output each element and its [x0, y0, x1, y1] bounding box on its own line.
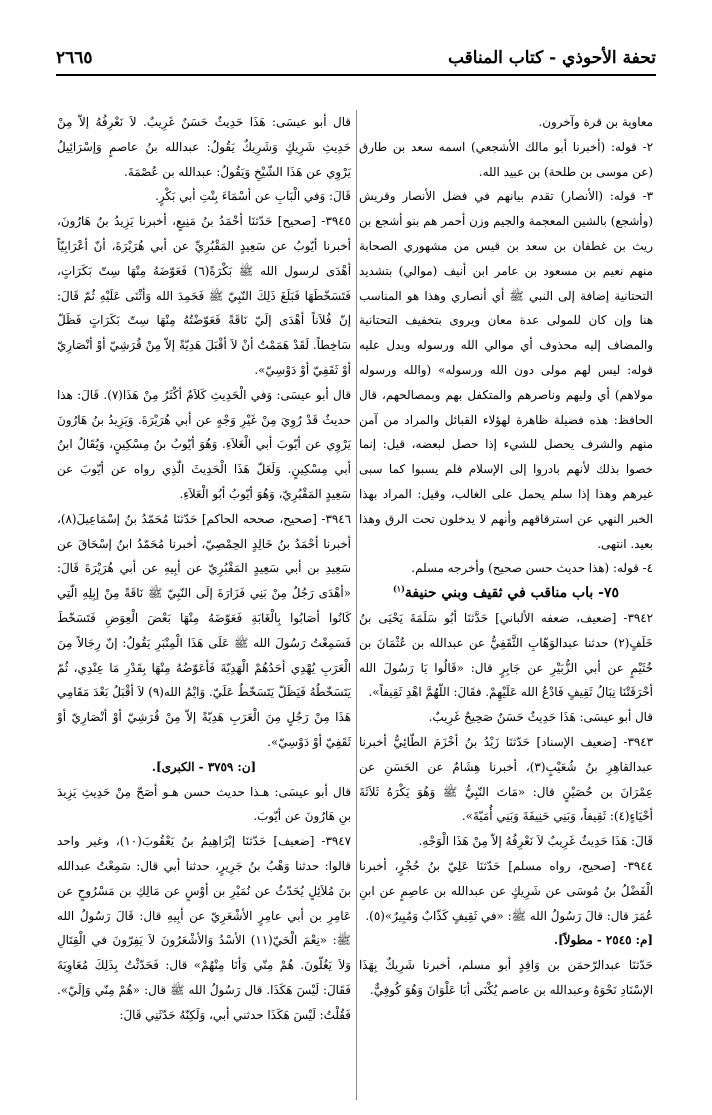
- paragraph: ٣- قوله: (الأنصار) تقدم بيانهم في فضل الأنصار وقريش (وأشجع) بالشين المعجمة والجيم وزن أحمر هم بنو أشجع بن ريث بن غطفان بن سعد بن قيس من مشهوري الصحابة منهم نعيم بن مسعود بن عامر ابن أنيف (موالي) بتشديد التحتانية إضافة إلى النبي ﷺ أي أنصاري وهذا هو المناسب هنا وإن كان للمولى عدة معان ويروى بتخفيف التحتانية والمضاف إليه محذوف أي موالي الله ورسوله ويدل عليه قوله: ليس لهم مولى دون الله ورسوله» (والله ورسوله مولاهم) أي وليهم وناصرهم والمتكفل بهم وبمصالحهم، قال الحافظ: هذه فضيلة ظاهرة لهؤلاء القبائل والمراد من آمن منهم والشرف يحصل للشيء إذا حصل لبعضه، قيل: إنما خصوا بذلك لأنهم بادروا إلى الإسلام فلم يسبوا كما سبى غيرهم وهذا إذا سلم يحمل على الغالب، وقيل: المراد بهذا الخبر النهي عن استرقاقهم وأنهم لا يدخلون تحت الرق وهذا بعيد. انتهى.: [359, 189, 654, 551]
- paragraph: قَالَ: وَفي الْبَابِ عن أسْمَاءَ بِنْتِ أبي بَكْرٍ.: [155, 189, 351, 204]
- hadith-paragraph: ٣٩٤٥- [صحيح] حَدّثنَا أحْمَدُ بنُ مَنِيعٍ، أخبرنا يَزِيدُ بنُ هَارُونَ، أخبرنا أيّوبُ عن سَعِيدٍ المَقْبُرِيِّ عن أبي هُرَيْرَةَ، أنّ أعْرَابِيّاً أهْدَى لرسول الله ﷺ بَكْرَةً(٦) فَعَوّضَهُ مِنْهَا سِتّ بَكَرَاتٍ، فَتَسَخّطَهَا فَبَلَغَ ذَلِكَ النّبِيّ ﷺ فَحَمِدَ الله وَأثْنَى عَلَيْهِ ثُمّ قَالَ: إنّ فُلاَناً أهْدَى إلَيّ نَاقَةً فَعَوّضْتُهُ مِنْهَا سِتّ بَكَرَاتٍ فَظَلّ سَاخِطاً. لَقَدْ هَمَمْتُ أنْ لاَ أقْبَلَ هَدِيّةً إلاّ مِنْ قُرَشِيّ أوْ أنْصَارِيّ أوْ ثَقَفِيّ أوْ دَوْسِيّ».: [57, 214, 352, 377]
- page-number: ٢٦٦٥: [56, 48, 93, 68]
- section-heading-text: ٧٥- باب مناقب في ثقيف وبني حنيفة: [404, 585, 620, 602]
- hadith-paragraph: ٣٩٤٤- [صحيح، رواه مسلم] حَدّثنَا عَلِيّ بنُ حُجْرٍ، أخبرنا الْفَضْلُ بنُ مُوسَى عن شَرِيكٍ عن عبدالله بن عاصِمٍ عن ابنِ عُمَرَ قال: قالَ رَسُولُ الله ﷺ: «في ثَقِيفٍ كَذّابٌ وَمُبِيرٌ»(٥).: [359, 858, 653, 923]
- footnote-marker: (١): [392, 583, 405, 594]
- right-column: [359, 110, 653, 1003]
- paragraph: ٢- قوله: (أخبرنا أبو مالك الأشجعي) اسمه سعد بن طارق (عن موسى بن طلحة) بن عبيد الله.: [359, 139, 653, 179]
- hadith-paragraph: ٣٩٤٧- [ضعيف] حَدّثنَا إبْرَاهِيمُ بنُ يَعْقُوبَ(١٠)، وغير واحد قالوا: حدثنا وَهْبُ بنُ جَرِيرٍ، حدثنا أبي قال: سَمِعْتُ عبدالله بنَ مُلاَئِلٍ يُحَدّثُ عن نُمَيْرِ بن أوْسٍ عن مَالِكِ بن مَسْرُوحٍ عن عَامِرِ بن أبي عامِرٍ الأشْعَرِيّ عن أبِيهِ قال: قَالَ رَسُولُ الله ﷺ: «نِعْمَ الْحَيّ(١١) الأسْدُ وَالأشْعَرُونَ لاَ يَفِرّونَ في الْقِتَالِ وَلاَ يَغُلّونَ. هُمْ مِنّي وَأنَا مِنْهُمْ» قال: فَحَدّثْتُ بِذَلِكَ مُعَاوِيَةَ فَقَالَ: لَيْسَ هَكَذَا. قال رَسُولُ الله ﷺ قال: «هُمْ مِنّي وَإلَيّ». فَقُلْتُ: لَيْسَ هَكَذَا حدثني أبي، وَلَكِنّهُ حَدّثَنِي قَالَ:: [57, 834, 351, 1022]
- hadith-paragraph: ٣٩٤٣- [ضعيف الإسناد] حَدّثنَا زَيْدُ بنُ أخْزَمَ الطّائِيُّ أخبرنا عبدالقاهِرِ بنُ شُعَيْبٍ(٣)، أخبرنا هِشَامٌ عن الحَسَنِ عن عِمْرَانَ بن حُصَيْنٍ قال: «مَاتَ النّبِيُّ ﷺ وَهُوَ يَكْرَهُ ثَلاَثَةَ أحْيَاءٍ(٤): ثَقِيفاً، وَبَنِي حَنِيفَةَ وَبَنِي أُمَيّةَ».: [359, 734, 654, 824]
- paragraph: قال أبو عيسَى: هَذَا حَدِيثٌ حَسَنٌ غَرِيبٌ. لاَ نَعْرِفُهُ إلاّ مِنْ حَدِيثِ شَرِيكٍ وَشَرِيكٌ يَقُولُ: عبدالله بنُ عاصمٍ وَإسْرَائِيلُ يَرْوِي عن هَذَا الشّيْخِ وَيَقُولُ: عبدالله بن عُصْمَةَ.: [57, 115, 351, 179]
- header-rule: [56, 74, 656, 76]
- page-header: [56, 44, 656, 68]
- hadith-paragraph: ٣٩٤٦- [صحيح، صححه الحاكم] حَدّثنَا مُحَمّدُ بنُ إسْمَاعِيلَ(٨)، أخبرنا أحْمَدُ بنُ خَالِدٍ الحِمْصِيّ، أخبرنا مُحَمّدُ ابنُ إسْحَاقَ عن سَعِيدِ بن أبي سَعِيدٍ المَقْبُرِيّ عن أبِيهِ عن أبي هُرَيْرَةَ قَالَ: «أهْدَى رَجُلٌ مِنْ بَنِي فَزَارَةَ إلَى النّبِيّ ﷺ نَاقَةً مِنْ إبِلِهِ الّتِي كَانُوا أصَابُوا بِالْغَابَةِ فَعَوّضَهُ مِنْهَا بَعْضَ الْعِوَضِ فَتَسَخّطَ فَسَمِعْتُ رَسُولَ الله ﷺ عَلَى هَذَا الْمِنْبَرِ يَقُولُ: إنّ رِجَالاً مِنَ الْعَرَبِ يُهْدِي أحَدُهُمْ الْهَدِيّةَ فَأعَوّضُهُ مِنْهَا بِقَدْرِ مَا عِنْدِي، ثُمّ يَتَسَخّطُهُ فَيَظَلّ يَتَسَخّطُ عَلَيّ. وَايْمُ الله(٩) لاَ أقْبَلُ بَعْدَ مَقَامِي هَذَا مِنْ رَجُلٍ مِنَ الْعَرَبِ هَدِيّةً إلاّ مِنْ قُرَشِيّ أوْ أنْصَارِيّ أوْ ثَقَفِيّ أوْ دَوْسِيّ».: [57, 511, 351, 749]
- reference-note: [م: ٢٥٤٥ - مطولاً].: [553, 933, 653, 948]
- column-divider: [356, 110, 357, 1100]
- paragraph: ٤- قوله: (هذا حديث حسن صحيح) وأخرجه مسلم.: [411, 561, 653, 576]
- hadith-paragraph: ٣٩٤٢- [ضعيف، ضعفه الألباني] حَدَّثنَا أبُو سَلَمَةَ يَحْيَى بنُ خَلَفٍ(٢) حدثنا عبدالوَهّابِ الثَّقَفِيُّ عن عبدالله بن عُثْمَانَ بن خُثَيْمٍ عن أبي الزُّبَيْرِ عن جَابِرٍ قال: «قَالُوا يَا رَسُولَ الله أحْرَقَتْنَا نِبَالُ ثَقِيفٍ فَادْعُ الله عَلَيْهِمْ. فقَالَ: اللّهُمَّ اهْدِ ثَقِيفاً».: [359, 610, 653, 700]
- reference-note: [ن: ٣٧٥٩ - الكبرى].: [151, 759, 257, 774]
- paragraph: حَدّثنَا عبدالرّحمَن بن وَاقِدٍ أبو مسلم، أخبرنا شَرِيكٌ بِهَذَا الإسْنَادِ نَحْوَهُ وعبدالله بن عاصم يُكْنَى أبَا عَلْوَانَ وَهُوَ كُوفِيٌّ.: [359, 958, 653, 997]
- paragraph: معاوية بن قرة وآخرون.: [538, 115, 653, 129]
- left-column: [57, 110, 351, 1027]
- paragraph: قال أبو عيسَى: وَفي الْحَدِيثِ كَلاَمٌ أكْثَرُ مِنْ هَذَا(٧). قَالَ: هذا حديثٌ قَدْ رُوِيَ مِنْ غَيْرِ وَجْهٍ عن أبي هُرَيْرَةَ. وَيَزِيدُ بنُ هَارُونَ يَرْوِي عن أيّوبَ أبي الْعَلاَءِ. وَهُوَ أيّوبُ بنُ مِسْكِينٍ، وَيُقَالُ ابنُ أبي مِسْكِينٍ. وَلَعَلّ هَذَا الْحَدِيثَ الّذِي رواه عن أيّوبَ عن سَعِيدٍ المَقْبُرِيّ، وَهُوَ أيّوبُ أبُو الْعَلاَءِ.: [57, 387, 352, 501]
- running-title: تحفة الأحوذي - كتاب المناقب: [447, 48, 656, 68]
- paragraph: قَالَ: هَذَا حَدِيثٌ غَرِيبٌ لاَ نَعْرِفُهُ إلاّ مِنْ هَذَا الْوَجْهِ.: [418, 834, 653, 849]
- section-heading: [359, 581, 653, 606]
- paragraph: قال أبو عيسَى: هـذا حديث حسن هـو أصَحّ مِنْ حَدِيثِ يَزِيدَ بنِ هَارُونَ عن أيّوبَ.: [57, 784, 351, 824]
- paragraph: قال أبو عيسَى: هَذَا حَدِيثٌ حَسَنٌ صَحِيحٌ غَرِيبٌ.: [428, 710, 653, 725]
